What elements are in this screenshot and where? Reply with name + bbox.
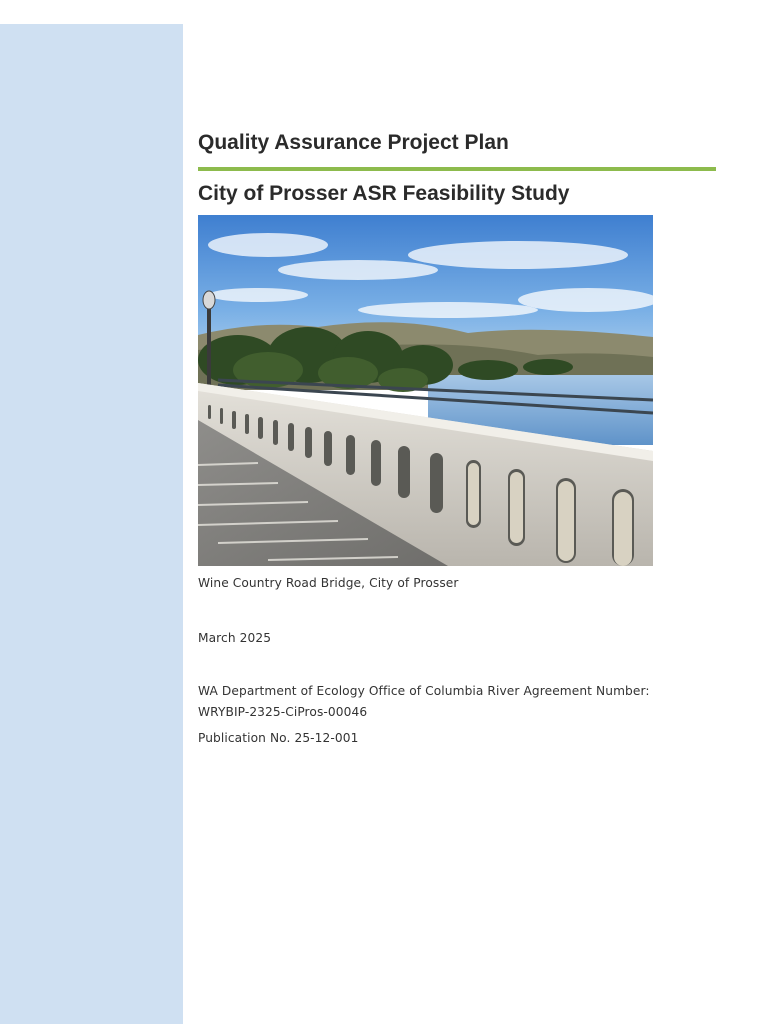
- publication-date: March 2025: [198, 631, 272, 645]
- document-title: Quality Assurance Project Plan: [198, 131, 509, 154]
- title-divider: [198, 167, 716, 171]
- bridge-photo: [198, 215, 653, 566]
- agreement-number: WRYBIP-2325-CiPros-00046: [198, 705, 368, 719]
- photo-caption: Wine Country Road Bridge, City of Prosser: [198, 576, 459, 590]
- document-subtitle: City of Prosser ASR Feasibility Study: [198, 182, 570, 205]
- side-color-band: [0, 24, 183, 1024]
- agreement-line-1: WA Department of Ecology Office of Columbia River Agreement Number:: [198, 684, 650, 698]
- publication-number: Publication No. 25-12-001: [198, 731, 359, 745]
